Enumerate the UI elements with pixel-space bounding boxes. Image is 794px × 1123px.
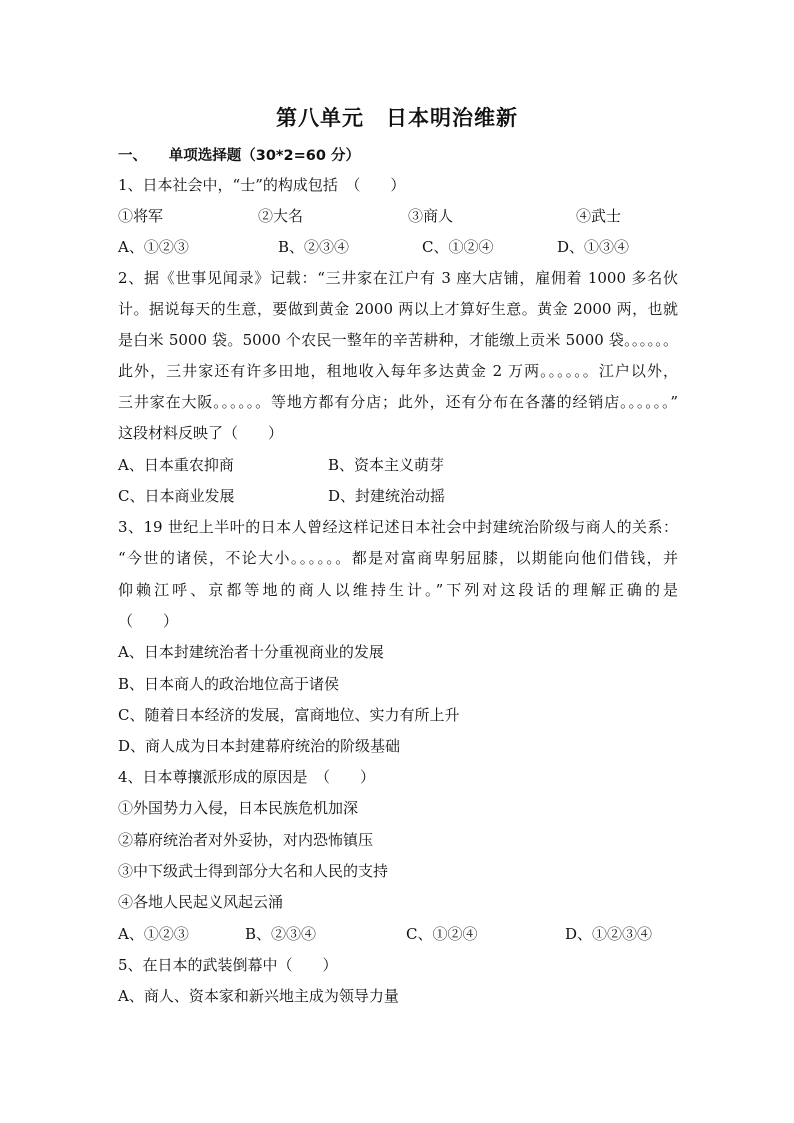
q4-item-2: ②幕府统治者对外妥协，对内恐怖镇压: [118, 831, 374, 849]
q5-stem: 5、在日本的武装倒幕中（ ）: [118, 956, 338, 974]
q4-item-3: ③中下级武士得到部分大名和人民的支持: [118, 862, 389, 880]
q2-line-6: 这段材料反映了（ ）: [118, 424, 284, 442]
q1-choice-c: C、①②④: [422, 238, 494, 256]
q4-stem: 4、日本尊攘派形成的原因是 （ ）: [118, 768, 376, 786]
q4-choice-a: A、①②③: [118, 925, 189, 943]
q4-choice-c: C、①②④: [406, 925, 478, 943]
q4-item-1: ①外国势力入侵，日本民族危机加深: [118, 799, 359, 817]
q3-line-2: “今世的诸侯，不论大小。。。。。。都是对富商卑躬屈膝，以期能向他们借钱，并: [118, 549, 678, 567]
q3-choice-b: B、日本商人的政治地位高于诸侯: [118, 675, 340, 693]
q2-choice-b: B、资本主义萌芽: [328, 456, 445, 474]
q3-line-3: 仰赖江呼、京都等地的商人以维持生计。”下列对这段话的理解正确的是: [118, 581, 678, 599]
q1-choice-a: A、①②③: [118, 238, 189, 256]
q3-line-4: （ ）: [118, 612, 179, 630]
q2-choice-d: D、封建统治动摇: [328, 487, 446, 505]
q3-line-1: 3、19 世纪上半叶的日本人曾经这样记述日本社会中封建统治阶级与商人的关系：: [118, 518, 678, 536]
q2-line-2: 计。据说每天的生意，要做到黄金 2000 两以上才算好生意。黄金 2000 两，也就: [118, 300, 678, 318]
q4-choice-d: D、①②③④: [565, 925, 653, 943]
section-heading: 一、 单项选择题（30*2=60 分）: [118, 148, 360, 164]
question-1-stem: 1、日本社会中，“士”的构成包括 （ ）: [118, 176, 406, 194]
q1-item-4: ④武士: [576, 207, 622, 225]
q1-item-3: ③商人: [408, 207, 454, 225]
q5-choice-a: A、商人、资本家和新兴地主成为领导力量: [118, 987, 399, 1005]
q2-line-4: 此外，三井家还有许多田地，租地收入每年多达黄金 2 万两。。。。。。江户以外，: [118, 362, 678, 380]
q4-item-4: ④各地人民起义风起云涌: [118, 893, 284, 911]
q2-line-3: 是白米 5000 袋。5000 个农民一整年的辛苦耕种，才能缴上贡米 5000 袋。。。。。。: [118, 331, 678, 349]
q3-choice-a: A、日本封建统治者十分重视商业的发展: [118, 643, 384, 661]
q2-choice-c: C、日本商业发展: [118, 487, 235, 505]
q1-item-1: ①将军: [118, 207, 164, 225]
q4-choice-b: B、②③④: [245, 925, 317, 943]
page-title: 第八单元 日本明治维新: [276, 105, 518, 130]
q1-choice-d: D、①③④: [557, 238, 630, 256]
q3-choice-c: C、随着日本经济的发展，富商地位、实力有所上升: [118, 706, 460, 724]
q2-line-1: 2、据《世事见闻录》记载：“三井家在江户有 3 座大店铺，雇佣着 1000 多名伙: [118, 269, 678, 287]
q2-choice-a: A、日本重农抑商: [118, 456, 234, 474]
q2-line-5: 三井家在大阪。。。。。。等地方都有分店；此外，还有分布在各藩的经销店。。。。。。”: [118, 393, 678, 411]
q1-item-2: ②大名: [258, 207, 304, 225]
q1-choice-b: B、②③④: [278, 238, 350, 256]
q3-choice-d: D、商人成为日本封建幕府统治的阶级基础: [118, 737, 401, 755]
